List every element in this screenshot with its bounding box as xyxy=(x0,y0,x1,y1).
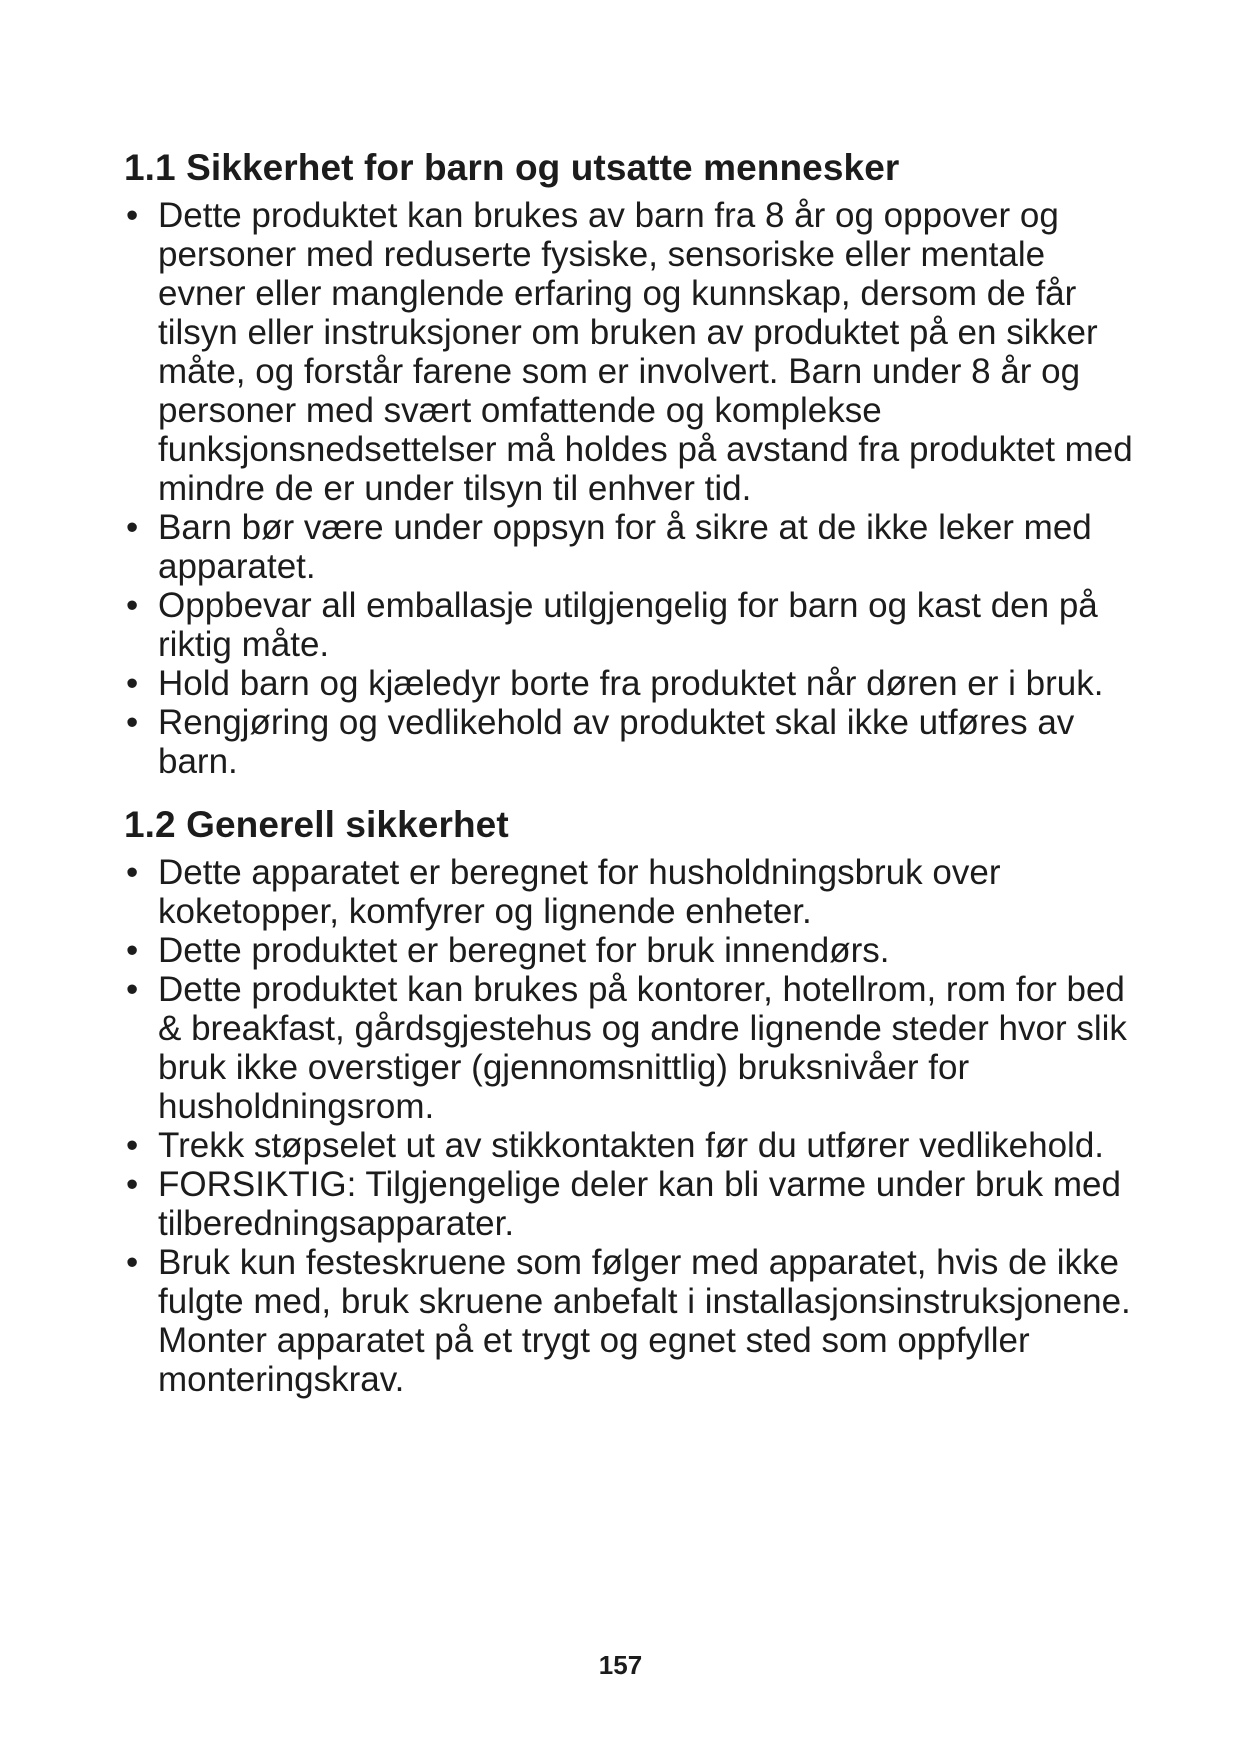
list-item-text: FORSIKTIG: Tilgjengelige deler kan bli varme under bruk med tilberedningsapparater. xyxy=(158,1165,1121,1243)
list-item-text: Rengjøring og vedlikehold av produktet skal ikke utføres av barn. xyxy=(158,703,1075,781)
bullet-marker: • xyxy=(126,931,139,970)
bullet-marker: • xyxy=(126,508,139,547)
bullet-marker: • xyxy=(126,1165,139,1204)
list-item xyxy=(124,853,1134,931)
page-number: 157 xyxy=(598,1650,643,1680)
list-item xyxy=(124,1243,1134,1399)
list-item-text: Dette apparatet er beregnet for husholdningsbruk over koketopper, komfyrer og lignende enheter. xyxy=(158,853,1001,931)
bullet-marker: • xyxy=(126,853,139,892)
bullet-marker: • xyxy=(126,1243,139,1282)
list-item-text: Oppbevar all emballasje utilgjengelig for barn og kast den på riktig måte. xyxy=(158,586,1098,664)
list-item xyxy=(124,664,1134,703)
list-item-text: Dette produktet kan brukes av barn fra 8 år og oppover og personer med reduserte fysiske, sensoriske eller mentale evner eller manglende erfaring og kunnskap, dersom de får tilsyn eller instruksjoner om bruken av produktet på en sikker måte, og forstår farene som er involvert. Barn under 8 år og personer med svært omfattende og komplekse funksjonsnedsettelser må holdes på avstand fra produktet med mindre de er under tilsyn til enhver tid. xyxy=(158,196,1133,508)
list-item-text: Dette produktet kan brukes på kontorer, hotellrom, rom for bed & breakfast, gårdsgjestehus og andre lignende steder hvor slik bruk ikke overstiger (gjennomsnittlig) bruksnivåer for husholdningsrom. xyxy=(158,970,1127,1126)
bullet-marker: • xyxy=(126,586,139,625)
list-item-text: Bruk kun festeskruene som følger med apparatet, hvis de ikke fulgte med, bruk skruene anbefalt i installasjonsinstruksjonene. Monter apparatet på et trygt og egnet sted som oppfyller monteringskrav. xyxy=(158,1243,1131,1399)
list-item xyxy=(124,1126,1134,1165)
list-item xyxy=(124,196,1134,508)
section-title: 1.1 Sikkerhet for barn og utsatte mennesker xyxy=(124,147,900,188)
bullet-list xyxy=(124,853,1134,1399)
section-title: 1.2 Generell sikkerhet xyxy=(124,804,509,845)
page-content xyxy=(124,146,1134,1399)
bullet-marker: • xyxy=(126,664,139,703)
bullet-marker: • xyxy=(126,970,139,1009)
section-child-safety xyxy=(124,146,1134,781)
list-item xyxy=(124,703,1134,781)
list-item xyxy=(124,586,1134,664)
bullet-marker: • xyxy=(126,196,139,235)
list-item-text: Dette produktet er beregnet for bruk innendørs. xyxy=(158,931,890,970)
list-item xyxy=(124,1165,1134,1243)
list-item-text: Trekk støpselet ut av stikkontakten før du utfører vedlikehold. xyxy=(158,1126,1105,1165)
bullet-marker: • xyxy=(126,1126,139,1165)
list-item xyxy=(124,508,1134,586)
section-general-safety xyxy=(124,803,1134,1399)
bullet-list xyxy=(124,196,1134,781)
list-item xyxy=(124,931,1134,970)
list-item xyxy=(124,970,1134,1126)
list-item-text: Hold barn og kjæledyr borte fra produktet når døren er i bruk. xyxy=(158,664,1104,703)
list-item-text: Barn bør være under oppsyn for å sikre at de ikke leker med apparatet. xyxy=(158,508,1092,586)
bullet-marker: • xyxy=(126,703,139,742)
